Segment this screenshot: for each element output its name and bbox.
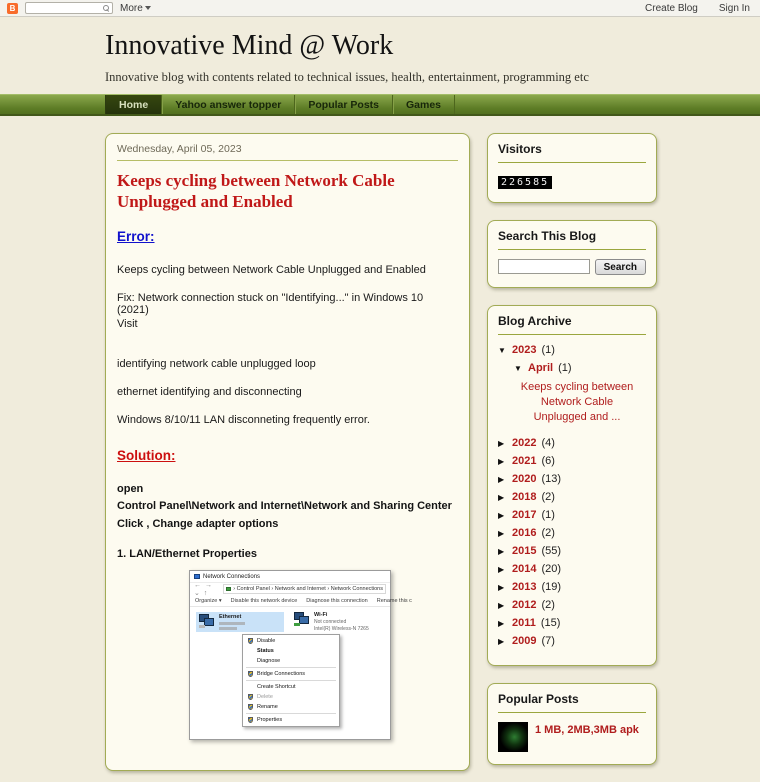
archive-year-count: (19) bbox=[541, 580, 562, 593]
post-paragraph: identifying network cable unplugged loop bbox=[117, 357, 316, 370]
window-toolbar bbox=[190, 595, 412, 607]
expand-toggle-icon[interactable] bbox=[498, 583, 507, 592]
disable-device-button: Disable this network device bbox=[230, 597, 298, 604]
wifi-adapter-item bbox=[294, 612, 369, 632]
archive-month-april bbox=[514, 362, 646, 374]
menu-separator bbox=[246, 713, 336, 714]
archive-month-count: (1) bbox=[558, 362, 572, 374]
step1-heading: 1. LAN/Ethernet Properties bbox=[117, 548, 257, 561]
solution-step-text: Control Panel\Network and Internet\Network and Sharing Center bbox=[117, 500, 452, 513]
archive-year-link[interactable]: 2016 bbox=[512, 526, 537, 539]
archive-year-row bbox=[498, 635, 646, 647]
archive-year-row bbox=[498, 437, 646, 449]
expand-toggle-icon[interactable] bbox=[498, 601, 507, 610]
context-menu-item-create-shortcut: Create Shortcut bbox=[257, 684, 296, 691]
archive-year-count: (7) bbox=[541, 634, 555, 647]
expand-toggle-icon[interactable] bbox=[498, 547, 507, 556]
archive-year-link[interactable]: 2020 bbox=[512, 472, 537, 485]
widget-divider bbox=[498, 249, 646, 250]
expand-toggle-icon[interactable] bbox=[498, 565, 507, 574]
navbar-search-box[interactable] bbox=[25, 2, 113, 14]
widget-divider bbox=[498, 334, 646, 335]
tab-games[interactable]: Games bbox=[393, 95, 455, 114]
solution-heading: Solution: bbox=[117, 447, 176, 463]
diagnose-connection-button: Diagnose this connection bbox=[306, 597, 368, 604]
archive-year-count: (2) bbox=[541, 490, 555, 503]
search-widget-title: Search This Blog bbox=[498, 229, 597, 243]
archive-year-count: (1) bbox=[541, 508, 555, 521]
post-paragraph: Visit bbox=[117, 317, 138, 330]
blog-archive-widget bbox=[487, 305, 657, 666]
widget-divider bbox=[498, 162, 646, 163]
window-titlebar bbox=[190, 571, 390, 582]
blog-header bbox=[0, 17, 760, 85]
context-menu-item-properties: Properties bbox=[243, 715, 339, 725]
address-bar bbox=[190, 582, 390, 595]
archive-year-count: (2) bbox=[541, 526, 555, 539]
context-menu-item-delete: Delete bbox=[243, 692, 339, 702]
window-title: Network Connections bbox=[203, 573, 261, 580]
archive-year-row bbox=[498, 545, 646, 557]
blog-search-input[interactable] bbox=[498, 259, 590, 274]
archive-year-count: (13) bbox=[541, 472, 562, 485]
sidebar bbox=[487, 133, 657, 782]
archive-year-link[interactable]: 2012 bbox=[512, 598, 537, 611]
visitor-counter: 226585 bbox=[498, 176, 552, 189]
expand-toggle-icon[interactable] bbox=[498, 637, 507, 646]
blog-search-button[interactable]: Search bbox=[595, 259, 646, 275]
uac-shield-icon bbox=[248, 638, 253, 644]
uac-shield-icon bbox=[248, 704, 253, 710]
ethernet-subtext-line bbox=[219, 627, 237, 630]
expand-toggle-icon[interactable] bbox=[498, 475, 507, 484]
post-paragraph: Keeps cycling between Network Cable Unplugged and Enabled bbox=[117, 263, 426, 276]
context-menu-item-status: Status bbox=[257, 648, 274, 655]
archive-year-count: (6) bbox=[541, 454, 555, 467]
wifi-adapter-icon bbox=[294, 612, 311, 625]
post-paragraph: Windows 8/10/11 LAN disconneting frequently error. bbox=[117, 413, 370, 426]
archive-year-count: (15) bbox=[540, 616, 561, 629]
ethernet-subtext-line bbox=[219, 622, 245, 625]
window-body bbox=[190, 607, 390, 738]
archive-year-row bbox=[498, 581, 646, 593]
popular-post-item bbox=[498, 722, 646, 752]
error-heading-link[interactable]: Error: bbox=[117, 228, 155, 244]
popular-post-link[interactable]: 1 MB, 2MB,3MB apk bbox=[535, 723, 639, 736]
archive-month-link[interactable]: April bbox=[528, 362, 554, 374]
ethernet-adapter-item bbox=[196, 612, 284, 632]
collapse-toggle-icon[interactable] bbox=[498, 346, 507, 355]
archive-year-row bbox=[498, 491, 646, 503]
context-menu-item-diagnose: Diagnose bbox=[257, 658, 281, 665]
ethernet-adapter-icon bbox=[199, 614, 216, 627]
solution-step-text: open bbox=[117, 482, 144, 495]
archive-year-link[interactable]: 2009 bbox=[512, 634, 537, 647]
archive-year-link[interactable]: 2015 bbox=[512, 544, 537, 557]
tab-yahoo-answer-topper[interactable]: Yahoo answer topper bbox=[162, 95, 295, 114]
archive-year-row bbox=[498, 509, 646, 521]
archive-year-link[interactable]: 2022 bbox=[512, 436, 537, 449]
blogger-navbar bbox=[0, 0, 760, 17]
tab-home[interactable]: Home bbox=[105, 95, 162, 114]
context-menu-item-disable: Disable bbox=[243, 636, 339, 646]
folder-icon bbox=[226, 587, 231, 591]
post-title[interactable]: Keeps cycling between Network Cable Unplugged and Enabled bbox=[117, 171, 395, 212]
post-paragraph: ethernet identifying and disconnecting bbox=[117, 385, 302, 398]
network-connections-screenshot[interactable] bbox=[189, 570, 412, 740]
archive-year-link[interactable]: 2013 bbox=[512, 580, 537, 593]
archive-year-2023 bbox=[498, 344, 646, 356]
expand-toggle-icon[interactable] bbox=[498, 439, 507, 448]
archive-post-link[interactable]: Keeps cycling between Network Cable Unplugged and ... bbox=[520, 381, 634, 423]
menu-separator bbox=[246, 667, 336, 668]
wifi-status: Not connected bbox=[314, 619, 347, 626]
blog-title[interactable]: Innovative Mind @ Work bbox=[105, 30, 394, 61]
archive-year-link[interactable]: 2021 bbox=[512, 454, 537, 467]
post-date: Wednesday, April 05, 2023 bbox=[117, 143, 242, 155]
expand-toggle-icon[interactable] bbox=[498, 493, 507, 502]
tab-popular-posts[interactable]: Popular Posts bbox=[295, 95, 393, 114]
archive-year-row bbox=[498, 617, 646, 629]
archive-year-link[interactable]: 2017 bbox=[512, 508, 537, 521]
rename-connection-button: Rename this c bbox=[376, 597, 412, 604]
archive-year-count: (4) bbox=[541, 436, 555, 449]
post-paragraph: Fix: Network connection stuck on "Identifying..." in Windows 10 (2021) bbox=[117, 291, 424, 316]
context-menu-item-bridge-connections: Bridge Connections bbox=[243, 669, 339, 679]
archive-year-link[interactable]: 2011 bbox=[512, 616, 536, 629]
uac-shield-icon bbox=[248, 717, 253, 723]
uac-shield-icon bbox=[248, 694, 253, 700]
blog-description: Innovative blog with contents related to technical issues, health, entertainment, programming etc bbox=[105, 70, 589, 84]
main-column bbox=[105, 133, 470, 771]
popular-posts-widget bbox=[487, 683, 657, 765]
archive-year-link[interactable]: 2014 bbox=[512, 562, 537, 575]
create-blog-link[interactable]: Create Blog bbox=[645, 2, 698, 14]
sign-in-link[interactable]: Sign In bbox=[718, 2, 750, 14]
navbar-more-label: More bbox=[120, 2, 143, 14]
date-divider bbox=[117, 160, 458, 161]
expand-toggle-icon[interactable] bbox=[498, 619, 507, 628]
archive-year-row bbox=[498, 527, 646, 539]
archive-year-link[interactable]: 2023 bbox=[512, 344, 537, 356]
expand-toggle-icon[interactable] bbox=[498, 511, 507, 520]
visitors-widget bbox=[487, 133, 657, 203]
network-connections-window-icon bbox=[194, 574, 200, 579]
context-menu-item-rename: Rename bbox=[243, 702, 339, 712]
visitors-widget-title: Visitors bbox=[498, 142, 542, 156]
nav-arrows-icons: ← → ⌄ ↑ bbox=[194, 581, 213, 597]
wifi-adapter-model: Intel(R) Wireless-N 7265 bbox=[314, 626, 369, 633]
organize-button: Organize ▾ bbox=[195, 597, 222, 604]
post-card bbox=[105, 133, 470, 771]
archive-year-row bbox=[498, 455, 646, 467]
archive-year-count: (1) bbox=[541, 344, 555, 356]
archive-year-count: (55) bbox=[541, 544, 562, 557]
archive-year-link[interactable]: 2018 bbox=[512, 490, 537, 503]
widget-divider bbox=[498, 712, 646, 713]
blog-tabbar bbox=[0, 94, 760, 116]
menu-separator bbox=[246, 680, 336, 681]
archive-widget-title: Blog Archive bbox=[498, 314, 572, 328]
breadcrumb bbox=[223, 584, 386, 594]
chevron-down-icon bbox=[145, 6, 151, 10]
archive-year-count: (2) bbox=[541, 598, 555, 611]
archive-year-count: (20) bbox=[541, 562, 562, 575]
popular-posts-title: Popular Posts bbox=[498, 691, 579, 706]
ethernet-adapter-name: Ethernet bbox=[219, 614, 242, 621]
navbar-search-input[interactable] bbox=[28, 3, 103, 13]
wifi-adapter-name: Wi-Fi bbox=[314, 612, 328, 619]
collapse-toggle-icon[interactable] bbox=[514, 364, 523, 373]
search-icon[interactable] bbox=[103, 5, 110, 12]
archive-year-row bbox=[498, 599, 646, 611]
search-widget bbox=[487, 220, 657, 288]
archive-year-row bbox=[498, 563, 646, 575]
solution-step-text: Click , Change adapter options bbox=[117, 517, 279, 530]
archive-year-row bbox=[498, 473, 646, 485]
uac-shield-icon bbox=[248, 671, 253, 677]
blogger-logo-icon[interactable]: B bbox=[7, 3, 18, 14]
navbar-more-menu[interactable] bbox=[120, 3, 151, 14]
ethernet-context-menu bbox=[242, 634, 340, 727]
expand-toggle-icon[interactable] bbox=[498, 529, 507, 538]
content-area bbox=[0, 116, 760, 782]
expand-toggle-icon[interactable] bbox=[498, 457, 507, 466]
breadcrumb-path: › Control Panel › Network and Internet › Network Connections bbox=[233, 586, 383, 593]
popular-post-thumbnail[interactable] bbox=[498, 722, 528, 752]
